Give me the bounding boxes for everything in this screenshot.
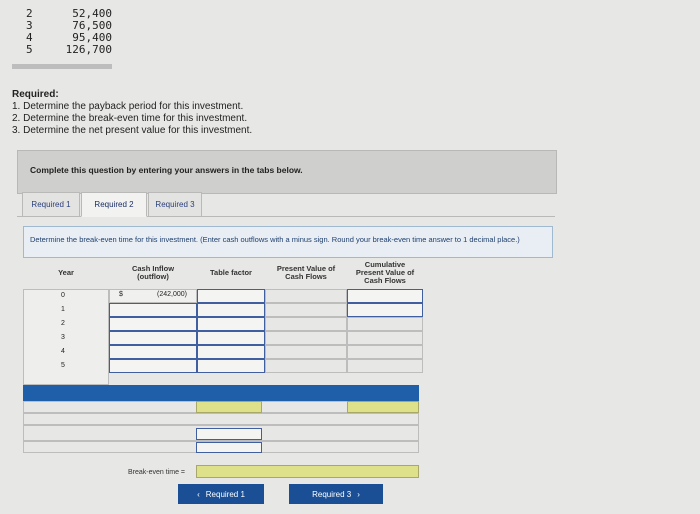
cumulative-pv-cell[interactable] [347, 359, 423, 373]
next-label: Required 3 [312, 489, 352, 499]
header-year: Year [58, 268, 74, 277]
present-value-cell[interactable] [265, 359, 347, 373]
required-item: 1. Determine the payback period for this investment. [12, 101, 244, 112]
tab-required-2[interactable]: Required 2 [81, 192, 147, 217]
calc-input[interactable] [196, 442, 262, 453]
table-factor-input[interactable] [197, 303, 265, 317]
amount: 126,700 [65, 43, 112, 56]
tab-required-3[interactable]: Required 3 [148, 192, 202, 217]
year-0: 0 [61, 292, 65, 299]
initial-investment: (242,000) [157, 291, 187, 298]
year-column [23, 289, 109, 385]
present-value-cell[interactable] [265, 289, 347, 303]
required-section [12, 89, 252, 137]
calc-input[interactable] [196, 428, 262, 440]
year-3: 3 [61, 334, 65, 341]
cash-flow-row [26, 44, 112, 56]
header-table-factor: Table factor [210, 268, 252, 277]
required-item: 2. Determine the break-even time for this investment. [12, 113, 248, 124]
amount: 52,400 [72, 7, 112, 20]
prior-cash-flows [26, 8, 112, 56]
calc-row [23, 413, 419, 425]
scroll-divider [12, 64, 112, 69]
year-1: 1 [61, 306, 65, 313]
year-5: 5 [61, 362, 65, 369]
cash-inflow-input[interactable] [109, 331, 197, 345]
header-cumulative-pv: Cumulative Present Value of Cash Flows [355, 260, 415, 285]
table-factor-input[interactable] [197, 317, 265, 331]
break-even-label: Break-even time = [128, 469, 185, 476]
required-item: 3. Determine the net present value for this investment. [12, 125, 253, 136]
next-button[interactable] [289, 484, 383, 504]
prev-label: Required 1 [205, 489, 245, 499]
banner-text: Complete this question by entering your answers in the tabs below. [30, 165, 303, 175]
present-value-cell[interactable] [265, 317, 347, 331]
amount: 76,500 [72, 19, 112, 32]
table-factor-input[interactable] [197, 289, 265, 303]
tab-instructions [23, 226, 553, 258]
year: 4 [26, 31, 33, 44]
calc-input-highlight[interactable] [347, 401, 419, 413]
present-value-cell[interactable] [265, 331, 347, 345]
calc-input-highlight[interactable] [196, 401, 262, 413]
cash-inflow-input[interactable] [109, 359, 197, 373]
present-value-cell[interactable] [265, 345, 347, 359]
cumulative-pv-cell[interactable] [347, 331, 423, 345]
chevron-right-icon: › [357, 489, 360, 499]
cash-inflow-input[interactable] [109, 303, 197, 317]
break-even-input[interactable] [196, 465, 419, 478]
cumulative-pv-cell[interactable] [347, 317, 423, 331]
header-cash-inflow: Cash Inflow (outflow) [131, 264, 175, 281]
tab-required-1[interactable]: Required 1 [22, 192, 80, 217]
year: 2 [26, 7, 33, 20]
chevron-left-icon: ‹ [197, 489, 200, 499]
year: 3 [26, 19, 33, 32]
cash-inflow-input[interactable] [109, 345, 197, 359]
cash-inflow-input[interactable] [109, 317, 197, 331]
section-divider-bar [23, 385, 419, 401]
prev-button[interactable] [178, 484, 264, 504]
table-factor-input[interactable] [197, 345, 265, 359]
table-factor-input[interactable] [197, 359, 265, 373]
header-present-value: Present Value of Cash Flows [276, 264, 336, 281]
year-2: 2 [61, 320, 65, 327]
currency-symbol: $ [119, 291, 123, 298]
year-4: 4 [61, 348, 65, 355]
instruction-text: Determine the break-even time for this investment. (Enter cash outflows with a minus sign. Round your break-even time answer to 1 decimal place.) [30, 235, 520, 244]
required-heading: Required: [12, 89, 59, 100]
instruction-banner [17, 150, 557, 194]
present-value-cell[interactable] [265, 303, 347, 317]
tab-bar [17, 192, 555, 217]
amount: 95,400 [72, 31, 112, 44]
cumulative-pv-cell[interactable] [347, 345, 423, 359]
table-factor-input[interactable] [197, 331, 265, 345]
year: 5 [26, 43, 33, 56]
cumulative-pv-input[interactable] [347, 303, 423, 317]
cumulative-pv-input[interactable] [347, 289, 423, 303]
